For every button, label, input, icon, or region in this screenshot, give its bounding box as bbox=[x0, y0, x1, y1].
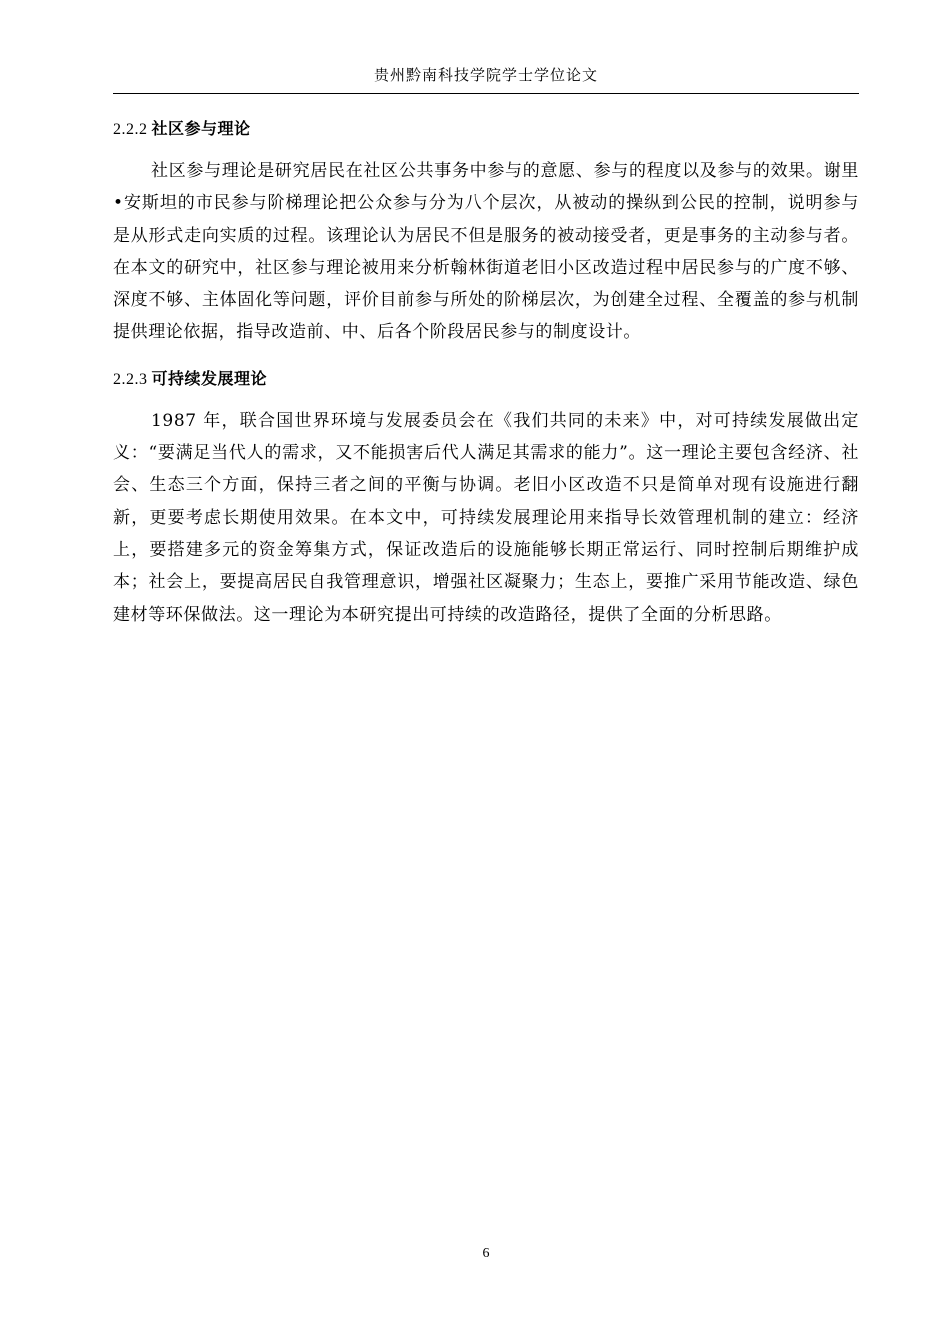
section-number: 2.2.3 bbox=[113, 370, 148, 388]
section-title: 社区参与理论 bbox=[151, 119, 251, 138]
header-rule bbox=[113, 93, 859, 94]
running-header: 贵州黔南科技学院学士学位论文 bbox=[373, 66, 598, 84]
section-paragraph: 1987 年，联合国世界环境与发展委员会在《我们共同的未来》中，对可持续发展做出定义：“要满足当代人的需求，又不能损害后代人满足其需求的能力”。这一理论主要包含经济、社会、生态三个方面，保持三者之间的平衡与协调。老旧小区改造不只是简单对现有设施进行翻新，更要考虑长期使用效果。在本文中，可持续发展理论用来指导长效管理机制的建立：经济上，要搭建多元的资金筹集方式，保证改造后的设施能够长期正常运行、同时控制后期维护成本；社会上，要提高居民自我管理意识，增强社区凝聚力；生态上，要推广采用节能改造、绿色建材等环保做法。这一理论为本研究提出可持续的改造路径，提供了全面的分析思路。 bbox=[113, 410, 859, 625]
section-paragraph: 社区参与理论是研究居民在社区公共事务中参与的意愿、参与的程度以及参与的效果。谢里•安斯坦的市民参与阶梯理论把公众参与分为八个层次，从被动的操纵到公民的控制，说明参与是从形式走向实质的过程。该理论认为居民不但是服务的被动接受者，更是事务的主动参与者。在本文的研究中，社区参与理论被用来分析翰林街道老旧小区改造过程中居民参与的广度不够、深度不够、主体固化等问题，评价目前参与所处的阶梯层次，为创建全过程、全覆盖的参与机制提供理论依据，指导改造前、中、后各个阶段居民参与的制度设计。 bbox=[113, 161, 859, 343]
section-community-participation bbox=[113, 114, 859, 349]
section-heading bbox=[113, 364, 859, 395]
section-title: 可持续发展理论 bbox=[151, 368, 268, 388]
page-number: 6 bbox=[482, 1246, 490, 1261]
section-heading bbox=[113, 114, 859, 145]
page-content bbox=[113, 114, 859, 646]
section-sustainable-development bbox=[113, 364, 859, 631]
section-number: 2.2.2 bbox=[113, 121, 148, 138]
